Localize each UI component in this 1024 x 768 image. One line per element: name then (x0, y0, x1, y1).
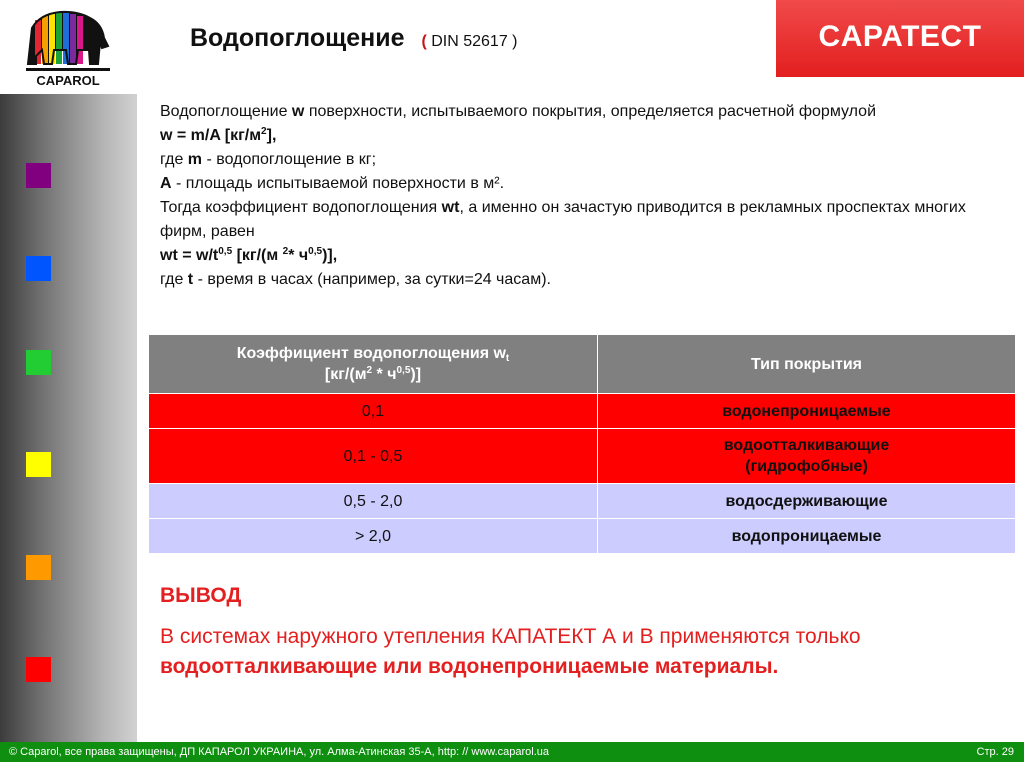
footer-copyright: © Caparol, все права защищены, ДП КАПАРОЛ УКРАИНА, ул. Алма-Атинская 35-А, http: // www.caparol.ua (9, 746, 550, 758)
intro-line-t: где t - время в часах (например, за сутки=24 часам). (160, 271, 551, 288)
row-range: 0,5 - 2,0 (149, 484, 598, 519)
table-row (149, 394, 1016, 429)
swatch-purple (26, 163, 51, 188)
table-header-row (149, 335, 1016, 394)
swatch-red (26, 657, 51, 682)
footer-page-number: Стр. 29 (976, 746, 1014, 758)
intro-line-wt: Тогда коэффициент водопоглощения wt, а именно он зачастую приводится в рекламных проспектах многих фирм, равен (160, 199, 966, 240)
intro-line-a: A - площадь испытываемой поверхности в м². (160, 175, 505, 192)
table-row (149, 519, 1016, 554)
intro-text (160, 100, 1005, 292)
page-title (190, 24, 518, 53)
water-absorption-table (149, 335, 1016, 554)
swatch-green (26, 350, 51, 375)
standard-reference (421, 33, 517, 50)
row-range: 0,1 - 0,5 (149, 429, 598, 484)
logo-text: CAPAROL (36, 73, 100, 88)
standard-open-paren: ( (421, 33, 427, 50)
swatch-yellow (26, 452, 51, 477)
standard-text: DIN 52617 ) (426, 33, 518, 50)
row-type: водоотталкивающие (гидрофобные) (598, 429, 1016, 484)
brand-banner (776, 0, 1024, 77)
conclusion-title: ВЫВОД (160, 584, 242, 607)
header-coating-type: Тип покрытия (598, 335, 1016, 394)
caparol-logo (18, 6, 118, 90)
header-coefficient: Коэффициент водопоглощения $w_t$ $[кг/(м^2 * ч^{0,5})]$ (149, 335, 598, 394)
table-row (149, 484, 1016, 519)
row-type: водонепроницаемые (598, 394, 1016, 429)
conclusion-text: В системах наружного утепления КАПАТЕКТ А и В применяются только водоотталкивающие или водонепроницаемые материалы. (160, 625, 861, 678)
title-text: Водопоглощение (190, 24, 405, 52)
row-type: водопроницаемые (598, 519, 1016, 554)
brand-text: CAPATECT (818, 20, 982, 53)
row-range: 0,1 (149, 394, 598, 429)
formula-w: w = m/A $[кг/м^2]$, (160, 126, 277, 144)
sidebar (0, 94, 137, 742)
row-type: водосдерживающие (598, 484, 1016, 519)
bottom-band (0, 762, 1024, 768)
elephant-logo-icon (18, 6, 118, 90)
intro-line-1: Водопоглощение w поверхности, испытываемого покрытия, определяется расчетной формулой (160, 103, 877, 120)
formula-wt: wt = $w/t^{0,5}$ [кг/(м $^2$* $ч^{0,5}$)], (160, 246, 338, 264)
row-range: > 2,0 (149, 519, 598, 554)
table-row (149, 429, 1016, 484)
footer-bar (0, 742, 1024, 762)
swatch-blue (26, 256, 51, 281)
intro-line-m: где m - водопоглощение в кг; (160, 151, 377, 168)
conclusion-block (160, 584, 990, 682)
swatch-orange (26, 555, 51, 580)
